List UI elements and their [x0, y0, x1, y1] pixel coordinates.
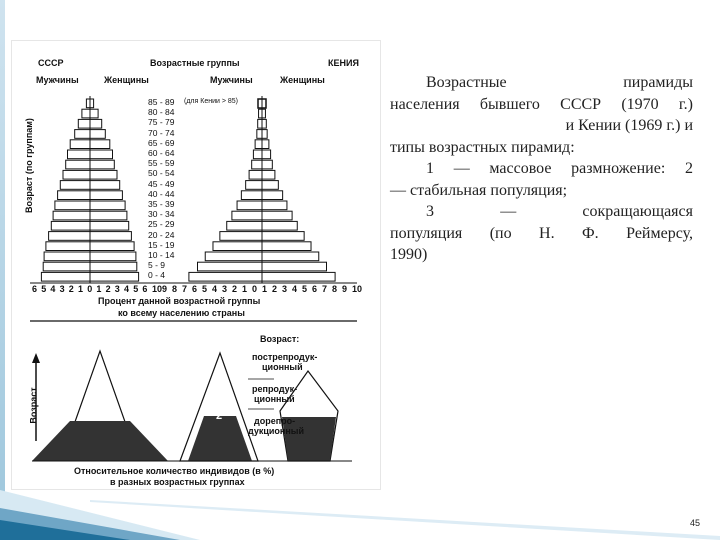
age-label-item: 40 - 44 — [148, 188, 175, 199]
age-label-item: 20 - 24 — [148, 229, 175, 240]
type-3-label: 3 — [314, 406, 321, 418]
age-label-item: 55 - 59 — [148, 158, 175, 169]
post-label-2: ционный — [262, 362, 303, 372]
x-tick: 2 — [272, 284, 278, 294]
kenya-label: КЕНИЯ — [328, 58, 359, 68]
x-tick: 7 — [182, 284, 188, 294]
type-1-label: 1 — [96, 410, 103, 422]
x-tick: 8 — [172, 284, 178, 294]
men-left-label: Мужчины — [36, 75, 79, 85]
pre-label-1: дорепро- — [254, 416, 296, 426]
pre-label-2: дукционный — [248, 426, 304, 436]
ussr-label: СССР — [38, 58, 64, 68]
caption-line-3: и Кении (1969 г.) и — [565, 117, 693, 134]
age-label-item: 75 - 79 — [148, 117, 175, 128]
women-right-label: Женщины — [280, 75, 325, 85]
type-2-label: 2 — [216, 410, 223, 422]
age-label-item: 5 - 9 — [148, 260, 166, 271]
caption-line-1: Возрастные пирамиды — [426, 74, 693, 91]
x-tick: 3 — [59, 284, 65, 294]
y-axis-label: Возраст (по группам) — [23, 118, 34, 213]
x-tick: 4 — [50, 284, 56, 294]
x-tick: 9 — [162, 284, 168, 294]
caption-line-2: населения бывшего СССР (1970 г.) — [390, 95, 693, 113]
age-label-item: 15 - 19 — [148, 239, 175, 250]
bottom-caption-2: в разных возрастных группах — [110, 477, 245, 487]
type-pyramids — [28, 351, 352, 461]
x-tick: 1 — [96, 284, 102, 294]
repro-label-2: ционный — [254, 394, 295, 404]
age-label-item: 25 - 29 — [148, 219, 175, 230]
x-tick: 5 — [202, 284, 208, 294]
repro-label-1: репродук- — [252, 384, 298, 394]
age-label-item: 30 - 34 — [148, 209, 175, 220]
x-tick: 0 — [252, 284, 258, 294]
x-tick: 1 — [242, 284, 248, 294]
x-tick: 6 — [32, 284, 38, 294]
caption-line-9: 1990) — [390, 246, 428, 263]
x-tick: 2 — [68, 284, 74, 294]
age-label-item: 60 - 64 — [148, 148, 175, 158]
age-label-item: 10 - 14 — [148, 250, 175, 260]
x-tick: 2 — [105, 284, 111, 294]
age-label: Возраст: — [260, 334, 300, 344]
pyramid-figure — [11, 40, 381, 490]
x-tick: 5 — [133, 284, 139, 294]
x-tick: 3 — [282, 284, 288, 294]
x-tick: 6 — [312, 284, 318, 294]
caption-line-6: — стабильная популяция; — [390, 181, 568, 199]
x-tick: 0 — [87, 284, 93, 294]
age-label-item: 50 - 54 — [148, 168, 175, 179]
kenya-note: (для Кении > 85) — [184, 98, 238, 105]
age-label-item: 65 - 69 — [148, 137, 175, 148]
x-tick: 2 — [232, 284, 238, 294]
caption-line-7: 3 — сокращающаяся — [426, 203, 693, 220]
age-label-item: 80 - 84 — [148, 107, 175, 118]
age-label-item: 35 - 39 — [148, 199, 175, 209]
pyramids-svg — [12, 41, 380, 489]
bottom-caption-1: Относительное количество индивидов (в %) — [74, 466, 275, 476]
x-axis-label-1: Процент данной возрастной группы — [98, 296, 261, 306]
post-label-1: пострепродук- — [252, 352, 318, 362]
bottom-y-label: Возраст — [28, 387, 39, 424]
x-tick: 6 — [142, 284, 148, 294]
x-axis-label-2: ко всему населению страны — [118, 308, 245, 318]
x-tick: 4 — [124, 284, 130, 294]
x-tick: 1 — [262, 284, 268, 294]
caption-line-5: 1 — массовое размножение: 2 — [426, 160, 693, 177]
caption — [390, 72, 693, 266]
ussr-pyramid — [41, 96, 138, 283]
age-groups-header: Возрастные группы — [150, 58, 240, 68]
x-tick: 1 — [78, 284, 84, 294]
x-tick: 5 — [302, 284, 308, 294]
x-tick: 4 — [292, 284, 298, 294]
kenya-pyramid — [189, 96, 335, 283]
x-tick: 9 — [342, 284, 348, 294]
x-tick: 3 — [114, 284, 120, 294]
caption-line-8: популяция (по Н. Ф. Реймерсу, — [390, 224, 693, 242]
age-label-item: 45 - 49 — [148, 178, 175, 189]
x-tick: 8 — [332, 284, 338, 294]
x-tick: 5 — [41, 284, 47, 294]
women-left-label: Женщины — [104, 75, 149, 85]
men-right-label: Мужчины — [210, 75, 253, 85]
age-label-item: 0 - 4 — [148, 270, 166, 281]
x-tick: 7 — [322, 284, 328, 294]
caption-line-4: типы возрастных пирамид: — [390, 138, 575, 156]
x-tick: 6 — [192, 284, 198, 294]
x-tick: 10 — [152, 284, 163, 294]
x-tick: 4 — [212, 284, 218, 294]
x-tick: 3 — [222, 284, 228, 294]
age-label-item: 70 - 74 — [148, 127, 175, 138]
age-label-item: 85 - 89 — [148, 97, 175, 107]
page-number: 45 — [690, 518, 701, 528]
x-tick: 10 — [352, 284, 363, 294]
